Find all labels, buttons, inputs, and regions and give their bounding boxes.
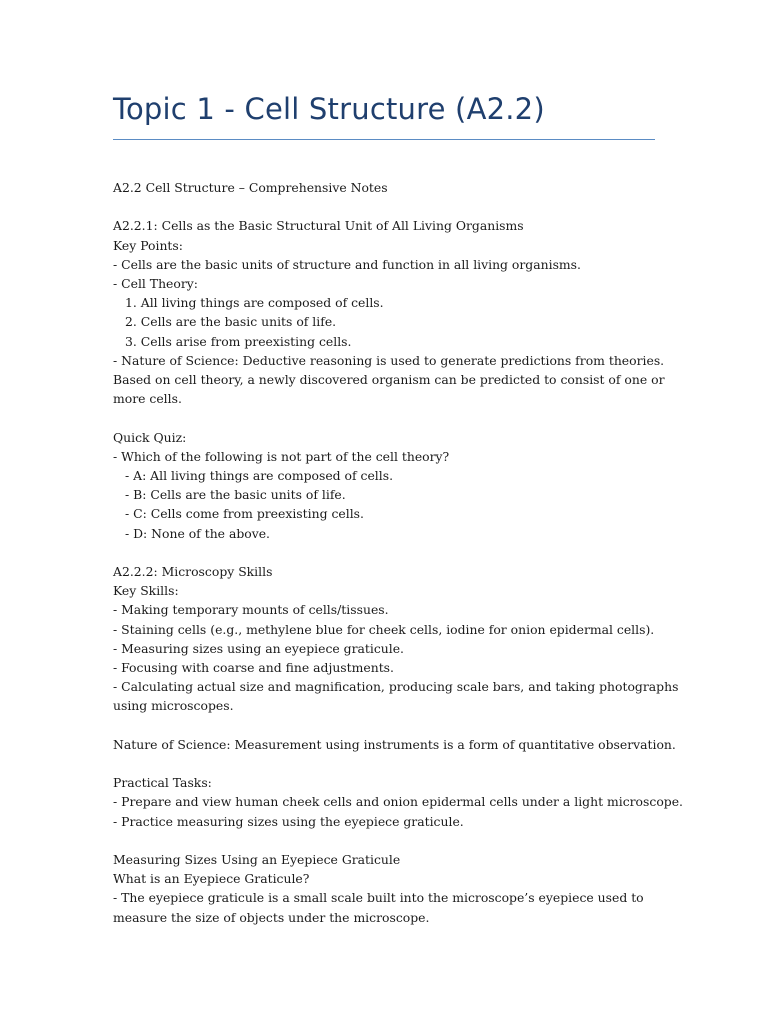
subtitle-line: A2.2 Cell Structure – Comprehensive Notes [113,180,388,195]
section-heading: A2.2.1: Cells as the Basic Structural Unit of All Living Organisms [113,218,524,234]
blank-line [113,408,673,427]
text-line: What is an Eyepiece Graticule? [113,871,310,887]
section-heading: Practical Tasks: [113,775,212,791]
text-line: Based on cell theory, a newly discovered organism can be predicted to consist of one or [113,372,665,388]
text-line: - Focusing with coarse and fine adjustments. [113,660,394,676]
text-line: using microscopes. [113,698,234,714]
list-item: 2. Cells are the basic units of life. [125,314,337,330]
section-heading: Measuring Sizes Using an Eyepiece Graticule [113,852,401,868]
list-item: 1. All living things are composed of cells. [125,295,384,311]
text-line: more cells. [113,391,182,407]
text-line: Key Skills: [113,583,179,599]
text-line: - Which of the following is not part of the cell theory? [113,448,450,464]
section-heading: Quick Quiz: [113,429,187,445]
document-body [113,178,683,927]
list-item: - B: Cells are the basic units of life. [125,487,346,503]
list-item: - C: Cells come from preexisting cells. [125,506,364,522]
blank-line [113,716,673,735]
text-line: - Prepare and view human cheek cells and onion epidermal cells under a light microscope. [113,794,683,810]
blank-line [113,754,673,773]
text-line: - The eyepiece graticule is a small scale built into the microscope’s eyepiece used to [113,890,644,906]
list-item: - D: None of the above. [125,525,270,541]
text-line: - Making temporary mounts of cells/tissues. [113,602,389,618]
blank-line [113,197,673,216]
text-line: - Nature of Science: Deductive reasoning is used to generate predictions from theories. [113,352,665,368]
text-line: - Practice measuring sizes using the eyepiece graticule. [113,813,464,829]
blank-line [113,831,673,850]
text-line: measure the size of objects under the microscope. [113,909,430,925]
list-item: - A: All living things are composed of cells. [125,468,394,484]
section-heading: A2.2.2: Microscopy Skills [113,564,273,580]
text-line: - Cells are the basic units of structure and function in all living organisms. [113,256,581,272]
text-line: - Measuring sizes using an eyepiece graticule. [113,640,404,656]
text-line: Key Points: [113,237,183,253]
text-line: Nature of Science: Measurement using instruments is a form of quantitative observation. [113,736,676,752]
text-line: - Calculating actual size and magnification, producing scale bars, and taking photographs [113,679,679,695]
text-line: - Cell Theory: [113,276,198,291]
text-line: - Staining cells (e.g., methylene blue for cheek cells, iodine for onion epidermal cells). [113,621,655,637]
blank-line [113,543,673,562]
page-title: Topic 1 - Cell Structure (A2.2) [113,92,545,126]
title-divider [113,139,655,140]
list-item: 3. Cells arise from preexisting cells. [125,333,352,349]
